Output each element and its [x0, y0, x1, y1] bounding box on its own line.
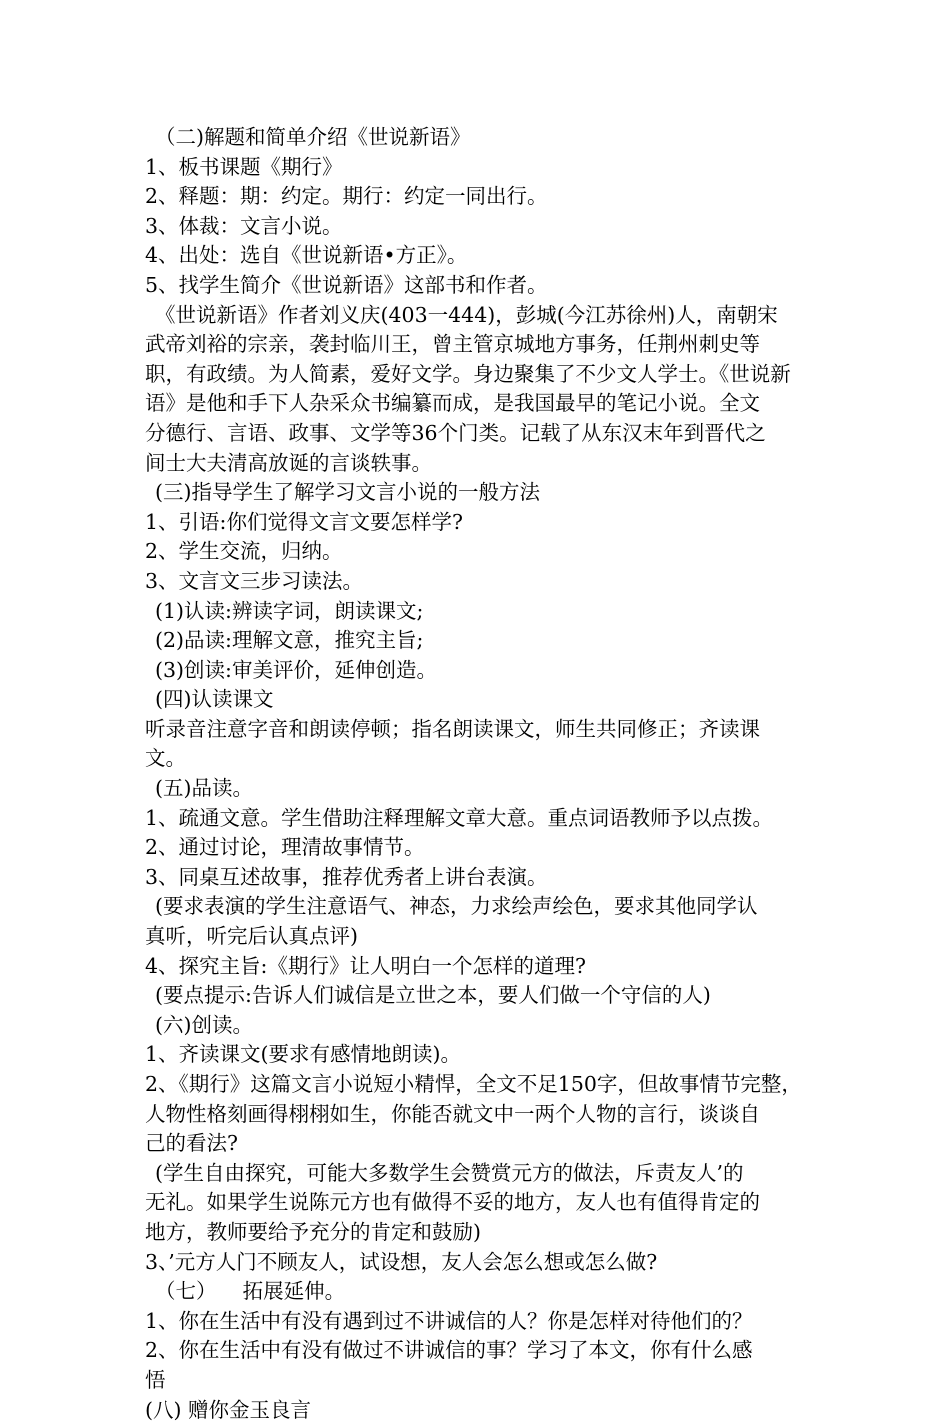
- text-line: 悟: [145, 1367, 166, 1392]
- text-line: 5、找学生简介《世说新语》这部书和作者。: [145, 272, 548, 297]
- text-line: 1、引语:你们觉得文言文要怎样学?: [145, 509, 463, 534]
- text-line: (1)认读:辨读字词，朗读课文;: [155, 598, 424, 623]
- text-line: (学生自由探究，可能大多数学生会赞赏元方的做法，斥责友人’的: [155, 1160, 744, 1185]
- text-line: 己的看法?: [145, 1131, 238, 1156]
- text-line: 地方，教师要给予充分的肯定和鼓励): [145, 1219, 481, 1244]
- text-line: 3、同桌互述故事，推荐优秀者上讲台表演。: [145, 864, 548, 889]
- text-line: 真听，听完后认真点评): [145, 924, 358, 949]
- text-line: 语》是他和手下人杂采众书编纂而成，是我国最早的笔记小说。全文: [145, 391, 760, 416]
- text-line: 职，有政绩。为人简素，爱好文学。身边聚集了不少文人学士。《世说新: [145, 361, 791, 386]
- text-line: (要点提示:告诉人们诚信是立世之本，要人们做一个守信的人): [155, 983, 711, 1008]
- text-line: 1、齐读课文(要求有感情地朗读)。: [145, 1042, 462, 1067]
- text-line: 2、学生交流，归纳。: [145, 539, 343, 564]
- text-line: 分德行、言语、政事、文学等36个门类。记载了从东汉末年到晋代之: [145, 420, 766, 445]
- text-line: (3)创读:审美评价，延伸创造。: [155, 657, 437, 682]
- text-line: 文。: [145, 746, 186, 771]
- text-line: 2、通过讨论，理清故事情节。: [145, 835, 425, 860]
- text-line: 1、板书课题《期行》: [145, 154, 343, 179]
- text-line: (2)品读:理解文意，推究主旨;: [155, 628, 424, 653]
- text-line: 4、出处：选自《世说新语•方正》。: [145, 243, 468, 268]
- document-body: [145, 123, 817, 1425]
- text-line: (四)认读课文: [155, 687, 274, 712]
- text-line: 武帝刘裕的宗亲，袭封临川王，曾主管京城地方事务，任荆州刺史等: [145, 332, 760, 357]
- text-line: 无礼。如果学生说陈元方也有做得不妥的地方，友人也有值得肯定的: [145, 1190, 760, 1215]
- text-line: 3、体裁：文言小说。: [145, 213, 343, 238]
- text-line: 人物性格刻画得栩栩如生，你能否就文中一两个人物的言行，谈谈自: [145, 1101, 760, 1126]
- text-line: 2、《期行》这篇文言小说短小精悍，全文不足150字，但故事情节完整，: [145, 1072, 802, 1096]
- text-line: 4、探究主旨:《期行》让人明白一个怎样的道理?: [145, 953, 586, 978]
- text-line: （二)解题和简单介绍《世说新语》: [155, 125, 471, 149]
- text-line: (要求表演的学生注意语气、神态，力求绘声绘色，要求其他同学认: [155, 894, 758, 919]
- text-line: （七） 拓展延伸。: [155, 1279, 346, 1304]
- text-line: 2、你在生活中有没有做过不讲诚信的事？学习了本文，你有什么感: [145, 1338, 753, 1363]
- text-line: (八) 赠你金玉良言: [145, 1397, 312, 1422]
- text-line: 《世说新语》作者刘义庆(403一444)，彭城(今江苏徐州)人，南朝宋: [155, 302, 778, 327]
- text-line: 3、’元方人门不顾友人，试设想，友人会怎么想或怎么做?: [145, 1249, 658, 1274]
- text-line: (三)指导学生了解学习文言小说的一般方法: [155, 480, 540, 505]
- text-line: 3、文言文三步习读法。: [145, 568, 364, 593]
- text-line: 间士大夫清高放诞的言谈轶事。: [145, 450, 432, 475]
- text-line: 1、疏通文意。学生借助注释理解文章大意。重点词语教师予以点拨。: [145, 805, 774, 830]
- text-line: 听录音注意字音和朗读停顿；指名朗读课文，师生共同修正；齐读课: [145, 716, 760, 741]
- text-line: 2、释题：期：约定。期行：约定一同出行。: [145, 184, 548, 209]
- text-line: (五)品读。: [155, 776, 253, 801]
- text-line: (六)创读。: [155, 1012, 253, 1037]
- text-line: 1、你在生活中有没有遇到过不讲诚信的人？你是怎样对待他们的？: [145, 1308, 753, 1333]
